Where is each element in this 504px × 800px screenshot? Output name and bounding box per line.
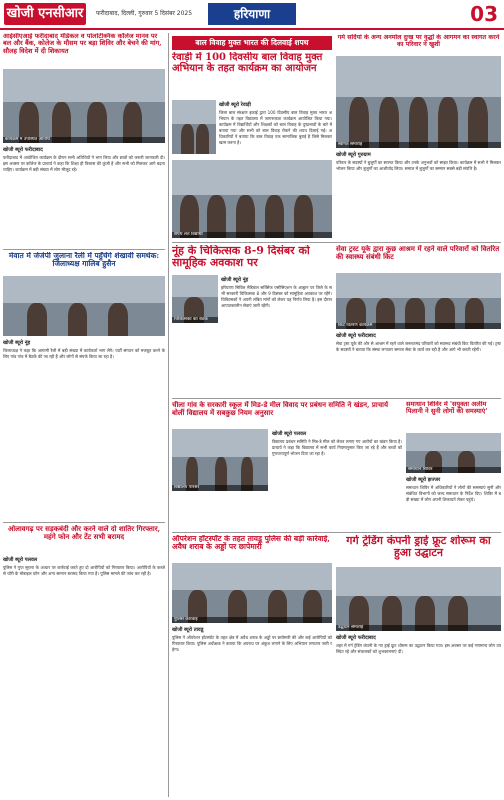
headline: रेवाड़ी में 100 दिवसीय बाल विवाह मुक्त अभियान के तहत कार्यक्रम का आयोजन [172,52,323,75]
photo-caption: चिकित्सकों की बैठक [172,317,218,323]
headline: ओलावगढ़ पर सड़कबंदी और करने वाले दो शातिर गिरफ्तार, महंगे फोन और टेंट सभी बरामद [7,525,161,541]
story-body: सेवा ट्रस्ट यूके की ओर से आश्रम में रहने वाले जरूरतमंद परिवारों को स्वास्थ्य संबंधी किट वितरित की गई। ट्रस्ट के सदस्यों ने बताया कि संस्था लगातार समाज सेवा के कार्य कर रही है और आगे भी करती रहेगी। [336,341,501,352]
newspaper-logo: खोजी एनसीआर [4,3,86,25]
story-elderly-welcome [336,34,501,234]
masthead [0,0,504,30]
story-photo [172,429,268,491]
story-body: शहर में गर्ग ट्रेडिंग कंपनी के नए ड्राई फ्रूट शोरूम का उद्घाटन किया गया। इस अवसर पर कई गणमान्य लोग उपस्थित रहे और संचालकों को शुभकामनाएं दीं। [336,643,501,654]
section-title: हरियाणा [208,3,296,25]
byline: खोजी ब्यूरो पलवल [272,431,307,437]
story-child-marriage [172,52,332,240]
headline: सेवा ट्रस्ट यूके द्वारा कुछ आश्रम में रहने वाले परिवारों को वितरित की स्वास्थ्य संबंधी किट [336,245,500,261]
byline: खोजी ब्यूरो पलवल [3,557,38,563]
headline: समाधान शिविर में 'सयुक्ता अलीम पिलानी ने सुनी लोगों की समस्याएं' [406,401,488,416]
story-body: परिवार के सदस्यों ने बुजुर्गों का स्वागत किया और उनके अनुभवों को साझा किया। कार्यक्रम में सभी ने मिलकर भोजन किया और बुजुर्गों का आशीर्वाद लिया। समाज में बुजुर्गों का सम्मान सबसे बड़ी संपत्ति है। [336,160,501,171]
story-college [3,33,165,248]
photo-caption: उद्घाटन समारोह [336,625,501,631]
byline: खोजी ब्यूरो नूंह [3,340,31,346]
byline: खोजी ब्यूरो रेवाड़ी [219,102,251,108]
story-body: समाधान शिविर में अधिकारियों ने लोगों की समस्याएं सुनीं और संबंधित विभागों को जल्द समाधान के निर्देश दिए। शिविर में बड़ी संख्या में लोग अपनी शिकायतें लेकर पहुंचे। [406,485,501,502]
byline: खोजी ब्यूरो झज्जर [406,477,441,483]
story-body: जिला बाल संरक्षण इकाई द्वारा 100 दिवसीय बाल विवाह मुक्त भारत अभियान के तहत विद्यालय में जागरूकता कार्यक्रम आयोजित किया गया। कार्यक्रम में विद्यार्थियों और शिक्षकों को बाल विवाह के दुष्प्रभावों के बारे में बताया गया और सभी को बाल विवाह रोकने की शपथ दिलाई गई। अधिकारियों ने बताया कि बाल विवाह एक सामाजिक बुराई है जिसे मिलकर खत्म करना है। [219,110,332,145]
story-body: फरीदाबाद में आयोजित कार्यक्रम के दौरान सभी अतिथियों ने भाग लिया और छात्रों को जरूरी जानकारी दी। इस अवसर पर कॉलेज के प्राचार्य ने कहा कि शिक्षा ही विकास की कुंजी है और सभी को मिलकर आगे बढ़ना चाहिए। कार्यक्रम में बड़ी संख्या में लोग मौजूद रहे। [3,155,165,172]
story-photo [336,567,501,631]
photo-caption: स्वागत समारोह [336,142,501,148]
story-photo [406,433,501,473]
headline: चीला गांव के सरकारी स्कूल में मिड-डे मील विवाद पर प्रबंधन समिति ने खंडन, प्राचार्य बोलीं विद्यालय में सबकुछ नियम अनुसार [172,401,389,417]
story-photo [336,273,501,329]
story-photo [172,100,216,154]
page-number: 03 [470,2,498,26]
banner-headline: बाल विवाह मुक्त भारत की दिलवाई शपथ [195,38,309,47]
byline: खोजी ब्यूरो तावडू [172,627,204,633]
story-body: जिलाध्यक्ष ने कहा कि आगामी रैली में बड़ी संख्या में कार्यकर्ता भाग लेंगे। पार्टी संगठन को मजबूत करने के लिए गांव गांव में बैठकें की जा रही हैं और लोगों से संपर्क किया जा रहा है। [3,348,165,359]
story-photo [3,69,165,143]
story-body: हरियाणा सिविल मेडिकल सर्विसेज एसोसिएशन के आह्वान पर जिले के सभी सरकारी चिकित्सक 8 और 9 दिसंबर को सामूहिक अवकाश पर रहेंगे। चिकित्सकों ने अपनी लंबित मांगों को लेकर यह निर्णय लिया है। इस दौरान आपातकालीन सेवाएं जारी रहेंगी। [221,285,332,308]
story-photo [3,276,165,336]
banner-strip [172,36,332,50]
byline: खोजी ब्यूरो फरीदाबाद [3,147,43,153]
photo-caption: विद्यालय परिसर [172,485,268,491]
story-body: पुलिस ने गुप्त सूचना के आधार पर कार्रवाई करते हुए दो आरोपियों को गिरफ्तार किया। आरोपियों के कब्जे से चोरी के मोबाइल फोन और अन्य सामान बरामद किया गया है। पुलिस मामले की जांच कर रही है। [3,565,165,576]
headline: मेवात में जेजेपी जुलाना रैली में पहुँचेंगे शेखावी समर्थक: जिलाध्यक्ष गालिब हुसैन [8,252,160,269]
byline: खोजी ब्यूरो फरीदाबाद [336,333,376,339]
story-body: विद्यालय प्रबंधन समिति ने मिड-डे मील को लेकर लगाए गए आरोपों का खंडन किया है। प्राचार्य ने कहा कि विद्यालय में सभी कार्य नियमानुसार किए जा रहे हैं और बच्चों को गुणवत्तापूर्ण भोजन दिया जा रहा है। [272,439,402,456]
byline: खोजी ब्यूरो गुरुग्राम [336,152,371,158]
photo-caption: शपथ लेते विद्यार्थी [172,232,332,238]
story-samadhan-camp [406,401,501,529]
story-photo [172,563,332,623]
photo-caption: पुलिस कार्रवाई [172,617,332,623]
headline: नूंह के चिकित्सक 8-9 दिसंबर को सामूहिक अवकाश पर [172,245,310,270]
story-photo [336,56,501,148]
headline: आईसीएआई फरीदाबाद मेडिकल व पोलोटेक्निक कॉलेज मानव पर बल और बैंक, कोलेज के मौसम पर बड़ा शिविर और बेचने की मांग, सौलह विदेश में दी शिकायत [3,33,162,55]
story-police-raid [172,535,332,797]
photo-caption: समाधान शिविर [406,467,501,473]
story-photo-large [172,160,332,238]
photo-caption: कार्यक्रम में उपस्थित अतिथि [3,137,165,143]
story-midday-meal [172,401,402,529]
story-body: पुलिस ने ऑपरेशन हॉटस्पॉट के तहत क्षेत्र में अवैध शराब के अड्डों पर छापेमारी की और कई आरोपियों को गिरफ्तार किया। पुलिस अधीक्षक ने बताया कि अपराध पर अंकुश लगाने के लिए अभियान लगातार जारी रहेगा। [172,635,332,652]
story-health-kits [336,245,501,395]
byline: खोजी ब्यूरो नूंह [221,277,249,283]
headline: ऑपरेशन हॉटस्पॉट के तहत तावडू पुलिस की बड़ी कार्रवाई, अवैध शराब के अड्डों पर छापेमारी [172,535,330,552]
story-showroom-opening [336,535,501,797]
byline: खोजी ब्यूरो फरीदाबाद [336,635,376,641]
story-jjp-rally [3,252,165,520]
photo-caption: किट वितरण कार्यक्रम [336,323,501,329]
headline: गर्ग ट्रेडिंग कंपनी ड्राई फ्रूट शोरूम का हुआ उद्घाटन [346,535,491,560]
headline: गर्म सर्दियां के अन्य अनमोल दुःख पर वृद्धों के आगमन का स्वागत करने का परिवार ने खुशी [337,34,500,49]
dateline: फरीदाबाद, दिल्ली, गुरुवार 5 दिसंबर 2025 [96,10,193,17]
story-photo [172,275,218,323]
story-arrest [3,525,165,797]
story-doctors-leave [172,245,332,395]
